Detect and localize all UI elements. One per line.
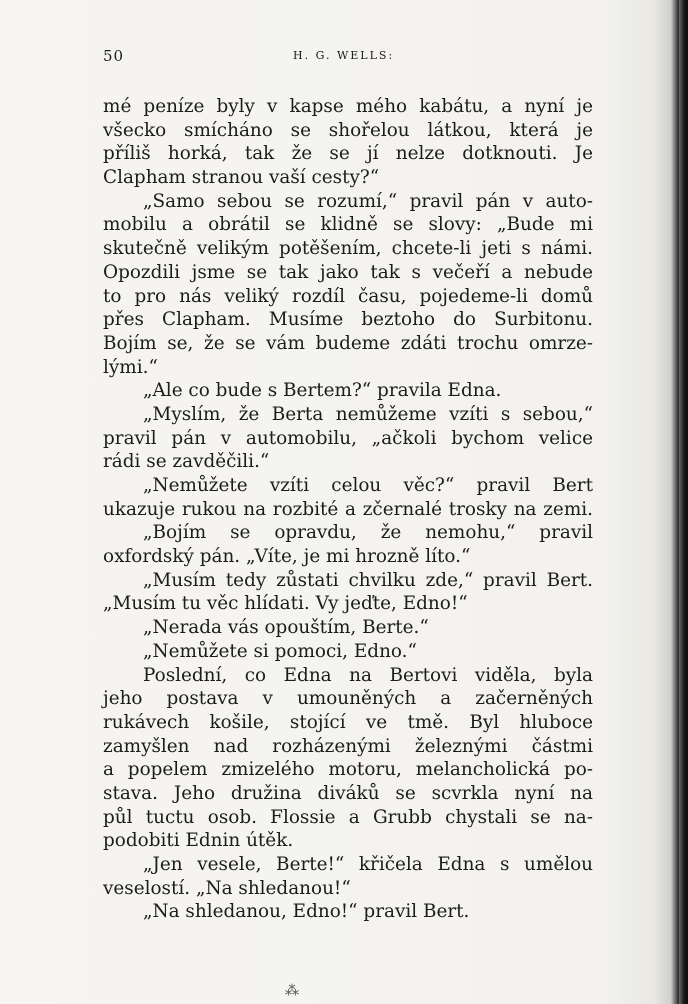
text-line: „Ale co bude s Bertem?“ pravila Edna. <box>143 380 502 402</box>
text-line: přes Clapham. Musíme beztoho do Surbitonu. <box>103 309 593 331</box>
text-line: stava. Jeho družina diváků se scvrkla nyní na <box>103 782 593 804</box>
text-line: „Musím tu věc hlídati. Vy jeďte, Edno!“ <box>103 593 468 615</box>
text-line: mobilu a obrátil se klidně se slovy: „Bude mi <box>103 214 593 236</box>
text-line: ukazuje rukou na rozbité a zčernalé trosky na zemi. <box>103 498 593 520</box>
text-line: pravil pán v automobilu, „ačkoli bychom velice <box>103 427 593 449</box>
text-line: jeho postava v umouněných a začerněných <box>103 688 593 710</box>
text-line: lými.“ <box>103 356 158 378</box>
text-line: zamyšlen nad rozházenými železnými částmi <box>103 735 593 757</box>
text-line: „Musím tedy zůstati chvilku zde,“ pravil Bert. <box>143 569 593 591</box>
text-line: příliš horká, tak že se jí nelze dotknouti. Je <box>103 143 593 165</box>
text-line: „Na shledanou, Edno!“ pravil Bert. <box>143 901 470 923</box>
text-line: to pro nás veliký rozdíl času, pojedeme-li domů <box>103 285 593 307</box>
page-number: 50 <box>103 47 125 65</box>
text-line: „Nerada vás opouštím, Berte.“ <box>143 617 429 639</box>
text-line: skutečně velikým potěšením, chcete-li jeti s námi. <box>103 238 593 260</box>
print-smudge: ⁂ <box>285 983 299 999</box>
text-line: „Bojím se opravdu, že nemohu,“ pravil <box>143 522 593 544</box>
text-line: Clapham stranou vaší cesty?“ <box>103 167 380 189</box>
text-line: mé peníze byly v kapse mého kabátu, a nyní je <box>103 96 593 117</box>
text-line: podobiti Ednin útěk. <box>103 830 294 852</box>
text-line: „Myslím, že Berta nemůžeme vzíti s sebou,“ <box>143 403 593 425</box>
text-line: a popelem zmizelého motoru, melancholická po- <box>103 759 593 781</box>
text-line: Opozdili jsme se tak jako tak s večeří a nebude <box>103 261 593 283</box>
text-line: Bojím se, že se vám budeme zdáti trochu omrze- <box>103 332 593 354</box>
text-line: „Jen vesele, Berte!“ křičela Edna s umělou <box>143 854 593 875</box>
text-line: všecko smícháno se shořelou látkou, která je <box>103 119 593 141</box>
running-head-author: H. G. WELLS: <box>293 49 395 62</box>
text-line: „Nemůžete si pomoci, Edno.“ <box>143 640 417 662</box>
text-line: rádi se zavděčili.“ <box>103 451 270 473</box>
text-line: „Nemůžete vzíti celou věc?“ pravil Bert <box>143 475 593 496</box>
text-line: veselostí. „Na shledanou!“ <box>103 877 351 899</box>
text-line: rukávech košile, stojící ve tmě. Byl hluboce <box>103 711 593 733</box>
text-line: „Samo sebou se rozumí,“ pravil pán v auto- <box>143 190 593 212</box>
text-line: půl tuctu osob. Flossie a Grubb chystali se na- <box>103 806 593 828</box>
text-line: oxfordský pán. „Víte, je mi hrozně líto.“ <box>103 546 471 568</box>
text-line: Poslední, co Edna na Bertovi viděla, byla <box>143 664 593 686</box>
binding-shadow <box>679 0 688 1004</box>
running-head <box>103 47 593 67</box>
body-text <box>103 95 593 924</box>
